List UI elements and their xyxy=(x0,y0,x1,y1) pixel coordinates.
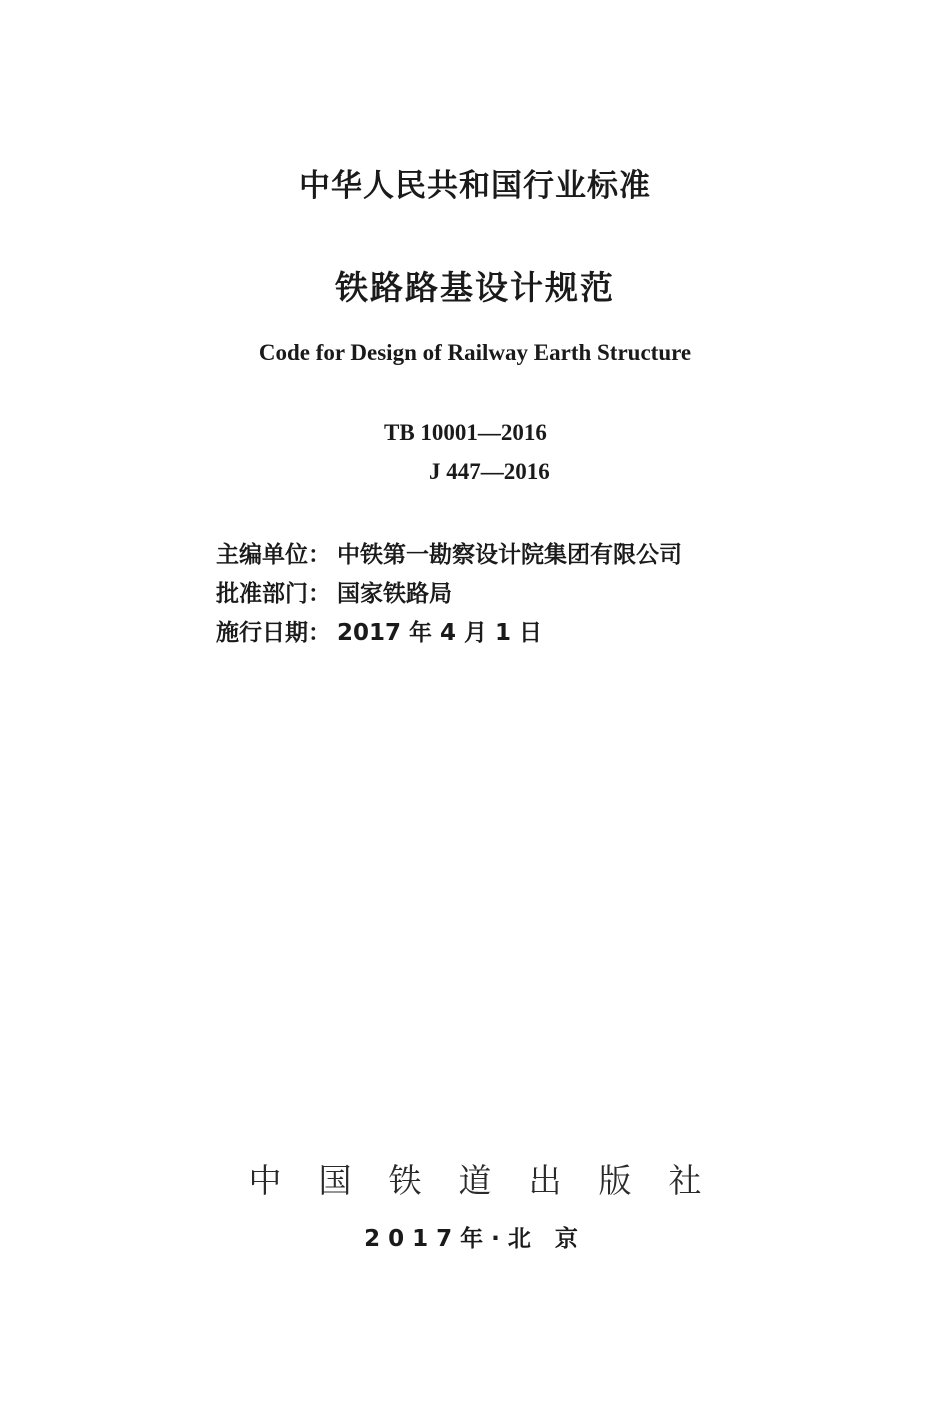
standard-number-j: J 447—2016 xyxy=(429,459,550,484)
publisher-name: 中国铁道出版社 xyxy=(248,1161,739,1200)
standard-category-heading: 中华人民共和国行业标准 xyxy=(299,168,651,204)
standard-number-tb: TB 10001—2016 xyxy=(384,420,547,445)
approver-label: 批准部门 xyxy=(216,581,308,607)
document-title-chinese: 铁路路基设计规范 xyxy=(335,268,615,307)
publication-date-place: 2017年·北 京 xyxy=(364,1226,586,1252)
editor-value: 中铁第一勘察设计院集团有限公司 xyxy=(337,542,682,568)
effective-date-row xyxy=(216,614,682,653)
document-title-english: Code for Design of Railway Earth Structure xyxy=(258,340,692,365)
editor-row xyxy=(216,536,682,575)
effective-date-value: 2017 年 4 月 1 日 xyxy=(337,620,543,646)
approver-row xyxy=(216,575,682,614)
document-info-block xyxy=(216,536,682,653)
effective-date-label: 施行日期 xyxy=(216,620,308,646)
editor-colon: ： xyxy=(308,542,331,568)
approver-value: 国家铁路局 xyxy=(337,581,452,607)
effective-date-colon: ： xyxy=(308,620,331,646)
approver-colon: ： xyxy=(308,581,331,607)
editor-label: 主编单位 xyxy=(216,542,308,568)
